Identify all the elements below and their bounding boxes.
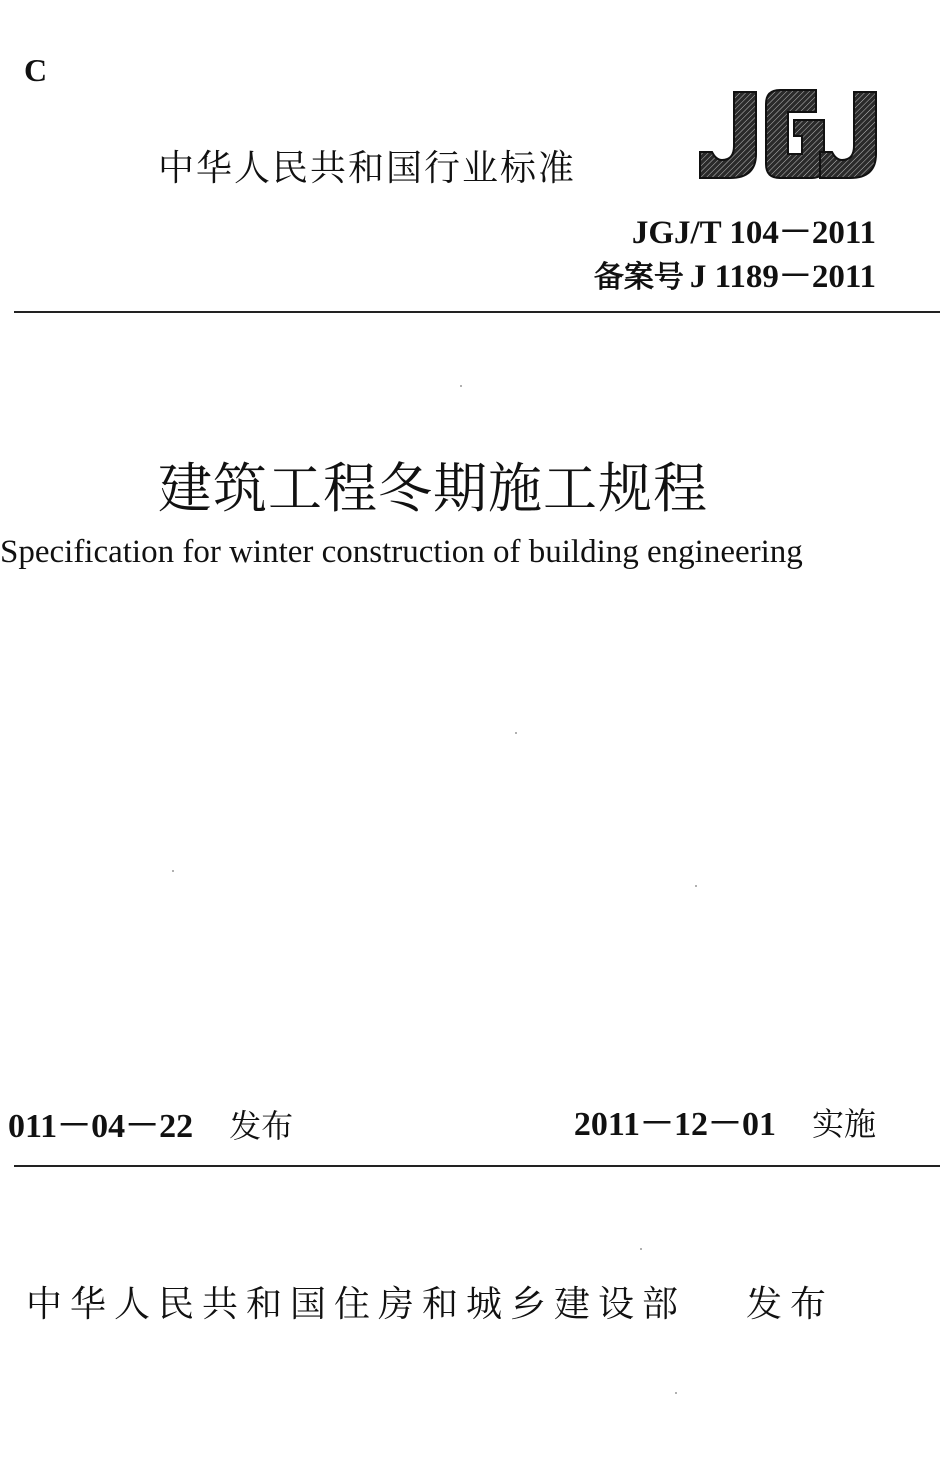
scan-speck (515, 732, 517, 734)
corner-code: C (24, 52, 48, 88)
record-number: J 1189－2011 (689, 259, 876, 295)
scan-speck (695, 885, 697, 887)
issuer: 中华人民共和国住房和城乡建设部 (26, 1284, 687, 1325)
publish-date-line (8, 1098, 293, 1147)
effective-date-line (574, 1096, 876, 1145)
scan-speck (675, 1392, 677, 1394)
jgj-logo (690, 86, 885, 182)
category-title: 中华人民共和国行业标准 (158, 148, 577, 189)
bottom-divider (14, 1165, 940, 1167)
issuer-word: 发布 (746, 1284, 835, 1325)
effective-date: 2011－12－01 (573, 1106, 776, 1143)
scan-speck (460, 385, 462, 387)
record-label: 备案号 (593, 260, 684, 295)
title-en: Specification for winter construction of building engineering (0, 534, 803, 570)
effective-word: 实施 (811, 1105, 876, 1143)
title-zh: 建筑工程冬期施工规程 (158, 457, 708, 520)
publish-word: 发布 (229, 1107, 294, 1145)
record-number-line (594, 250, 876, 297)
issuer-line (26, 1276, 834, 1327)
top-divider (14, 311, 940, 313)
publish-date: 011－04－22 (8, 1108, 194, 1145)
scan-speck (640, 1248, 642, 1250)
standard-number: JGJ/T 104－2011 (631, 215, 876, 251)
scan-speck (172, 870, 174, 872)
